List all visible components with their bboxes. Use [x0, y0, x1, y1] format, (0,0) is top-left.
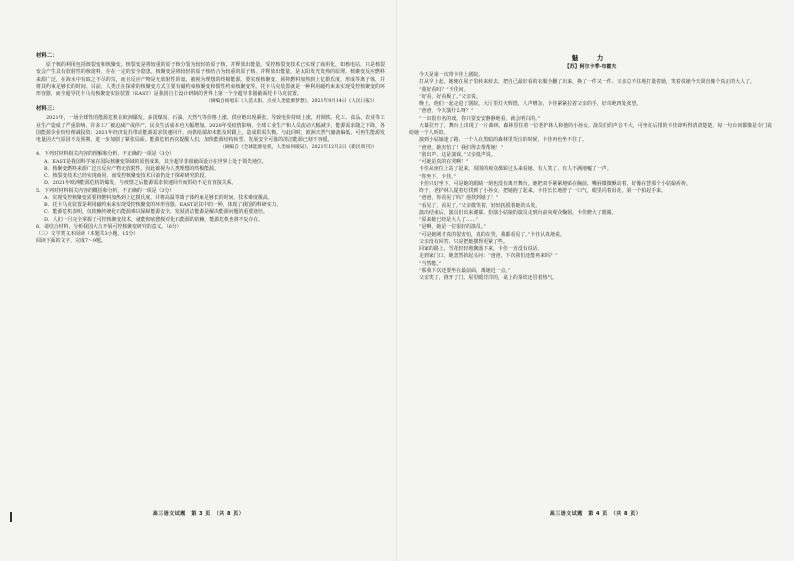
story-title: 魅 力 — [571, 54, 610, 62]
story-paragraph: 演出结束后，演员们出来谢幕。扮演小姑娘的演员走到台前向观众鞠躬，卡佳瞪大了眼睛。 — [419, 209, 617, 216]
story-paragraph: “爸爸，你看见了吗？他找到她了！” — [419, 195, 499, 202]
story-paragraph: “原来她已经是大人了……” — [419, 217, 479, 223]
question-4-option-a: A．EAST是我国科学家在国际核聚变领域的原创成果，其全超导非圆截面设计在世界上处于领先地位。 — [44, 158, 267, 165]
material2-source: （摘编自杨旭东《人造太阳，点亮人类能源梦想》，2021年9月14日《人民日报》） — [206, 99, 377, 105]
material3-source: （摘编自《全球能源危机，人类如何破局》，2021年12月2日《新民周刊》） — [220, 145, 377, 151]
story-paragraph: “是啊，她是一位很好的演员。” — [419, 224, 486, 231]
question-5-option-b: B．托卡马克装置是利用磁约束来实现受控核聚变的环形容器，EAST是其中的一种，体现了我国的科研实力。 — [44, 202, 282, 208]
exam-page-4 — [397, 0, 794, 561]
story-paragraph: 父亲没有回答，只是把她搂得更紧了些。 — [419, 238, 508, 245]
page-4-footer: 高三语文试题 第 4 页 （共 8 页） — [549, 511, 642, 517]
story-paragraph: 终于，老护林人提着灯找到了小孙女，把她抱了起来。卡佳长长地舒了一口气，眼里闪着泪花，第一个拍起手来。 — [419, 188, 667, 194]
story-paragraph: “你坐下，卡佳。” — [419, 173, 457, 180]
question-5-option-a: A．实现受控核聚变需要将燃料加热到上亿摄氏度，并将高温等离子体约束足够长的时间，技术难度极高。 — [44, 194, 273, 201]
material2-body: 原子核的利用包括核裂变和核聚变。核裂变是将较重的原子核分裂为较轻的原子核，并释放出能量。受控核裂变技术已实现了商用化，如核电站，只是核裂变会产生具有放射性的核废料，存在一定的安全隐患。核聚变是将较轻的原子核结合为较重的原子核，并释放出能量，是太阳发光发热的原理。核聚变反应燃料来源广泛，在海水中有取之不尽的氘，而且反应产物是无放射性的氦，被视为理想的终极能源。要实现核聚变，须将燃料加热到上亿摄氏度，形成等离子体，并将其约束足够长的时间。目前，人类正在探索的核聚变方式主要有磁约束核聚变和惯性约束核聚变等。托卡马克装置就是一种利用磁约束来实现受控核聚变的环形容器，而全超导托卡马克核聚变实验装置（EAST）是我国自主设计研制的世界上第一个全超导非圆截面托卡马克装置。 — [36, 62, 385, 97]
page-3-footer: 高三语文试题 第 3 页 （共 8 页） — [152, 511, 245, 517]
story-paragraph: “爸爸，今天演什么呀？” — [419, 108, 474, 115]
story-paragraph: 演到小姑娘迷了路，一个人在黑暗的森林里哭泣的时候，卡佳再也坐不住了。 — [419, 137, 587, 144]
story-paragraph: 打从早上起，她便在屋子里转来转去，把自己最好看的衣服全翻了出来，换了一件又一件。父亲总不住地打量着她，笑着说她今天简直像个真正的大人了。 — [419, 79, 755, 86]
question-4-option-c: C．核裂变技术已经实现商用，而受控核聚变技术目前仍处于探索研究阶段。 — [44, 173, 210, 179]
story-paragraph: 大幕拉开了，舞台上出现了一片森林，森林里住着一位老护林人和他的小孙女。演员们的声音不大，可坐在后排的卡佳却听得清清楚楚，每一句台词都像是专门说给她一个人听的。 — [409, 122, 772, 136]
question-5-option-c: C．能源危机表明，仅依赖传统化石能源难以保障能源安全，发展清洁能源是解决能源问题的重要途径。 — [44, 209, 268, 216]
section-3-heading: （三）文学类文本阅读（本题共3小题，15分） — [36, 231, 139, 237]
story-paragraph: “我好看吗？”卡佳问。 — [419, 86, 469, 93]
story-paragraph: “一出很有名的戏。你只要安安静静地看，就会明白的。” — [419, 115, 541, 122]
story-paragraph: “爸爸，她害怕了！我们得去帮帮她！” — [419, 144, 504, 151]
question-4-option-b: B．核聚变燃料来源广泛且反应产物无放射性，因此被视为人类理想的终极能源。 — [44, 165, 219, 172]
question-4: 4．下列对材料相关内容的理解和分析，不正确的一项是（3分） — [36, 151, 175, 158]
material3-body: 2021年，一场全球性的能源危机在欧洲爆发。多国煤炭、石油、天然气等价格上涨，供应链出现紧张，导致电价持续上涨，对钢铁、化工、食品、农业等工业生产造成了严重影响，许多工厂被迫减产或停产，民众生活成本也大幅增加。2020年受疫情影响，全球工业生产和人员流动大幅减少，能源需求随之下降，各国能源企业纷纷削减投资；2021年经济复苏带动能源需求快速回升，而供给端却未能及时跟上，造成供需失衡。与此同时，欧洲天然气储备偏低，可再生能源发电量因天气原因不及预期，进一步加剧了紧张局面。能源危机再次提醒人们，加快能源结构转型、发展安全可靠的清洁能源已刻不容缓。 — [36, 115, 385, 143]
story-paragraph: 今天是第一次带卡佳上剧院。 — [419, 72, 484, 78]
story-paragraph: “可是她刚才真的很害怕，真的在哭，我都看见了。”卡佳认真地说。 — [419, 231, 565, 238]
story-paragraph: “那我下次还要坐在最前面，离她近一点。” — [419, 267, 511, 274]
story-paragraph: 父亲笑了，推开了门。屋里暖洋洋的，桌上的茶炊还冒着热气。 — [419, 275, 558, 281]
question-4-option-d: D．2021年欧洲能源危机的爆发，与疫情之后能源需求快速回升而供给不足有直接关系。 — [44, 180, 237, 187]
material3-heading: 材料三： — [36, 106, 58, 113]
question-6: 6．请结合材料，分析我国大力开展可控核聚变研究的意义。（6分） — [36, 223, 182, 230]
story-paragraph: 回家的路上，雪花轻轻地飘落下来，卡佳一直没有说话。 — [419, 246, 543, 252]
story-paragraph: 走到家门口，她忽然抬起头问：“爸爸，下次我们还能再来吗？” — [419, 253, 558, 260]
story-paragraph: “看见了，看见了。”父亲微笑着，轻轻抚摸着她的头发。 — [419, 202, 541, 209]
question-5: 5．下列对材料相关内容的概括和分析，不正确的一项是（3分） — [36, 187, 175, 194]
margin-mark — [10, 512, 12, 522]
section-3-intro: 阅读下面的文字，完成7～9题。 — [36, 238, 106, 245]
story-paragraph: “可她是真的在哭啊！” — [419, 159, 469, 165]
story-paragraph: 卡佳只好坐下，可是她的眼睛一刻也没有离开舞台。她把双手紧紧地贴在胸前，嘴唇微微颤动着，好像在替那个小姑娘祈祷。 — [419, 180, 691, 187]
story-body — [409, 72, 772, 282]
story-paragraph: 卡佳从座位上站了起来，周围的观众都转过头来看她，有人笑了，有人不满地嘘了一声。 — [419, 166, 612, 173]
material2-heading: 材料二： — [36, 53, 58, 59]
story-paragraph: 晚上，他们一起走进了剧院。大厅里灯火辉煌，人声嘈杂，卡佳紧紧拉着父亲的手，好奇地四处张望。 — [419, 101, 642, 107]
story-author: 【苏】阿尔卡季·布霍夫 — [564, 64, 617, 70]
story-paragraph: “好看，好看极了。”父亲说。 — [419, 93, 481, 100]
question-5-option-d: D．人们一旦完全掌握了可控核聚变技术，就能彻底摆脱对化石能源的依赖，能源危机也将不复存在。 — [44, 216, 264, 223]
story-paragraph: “别出声，这是演戏。”父亲低声说。 — [419, 151, 496, 158]
story-paragraph: “当然能。” — [419, 260, 442, 267]
